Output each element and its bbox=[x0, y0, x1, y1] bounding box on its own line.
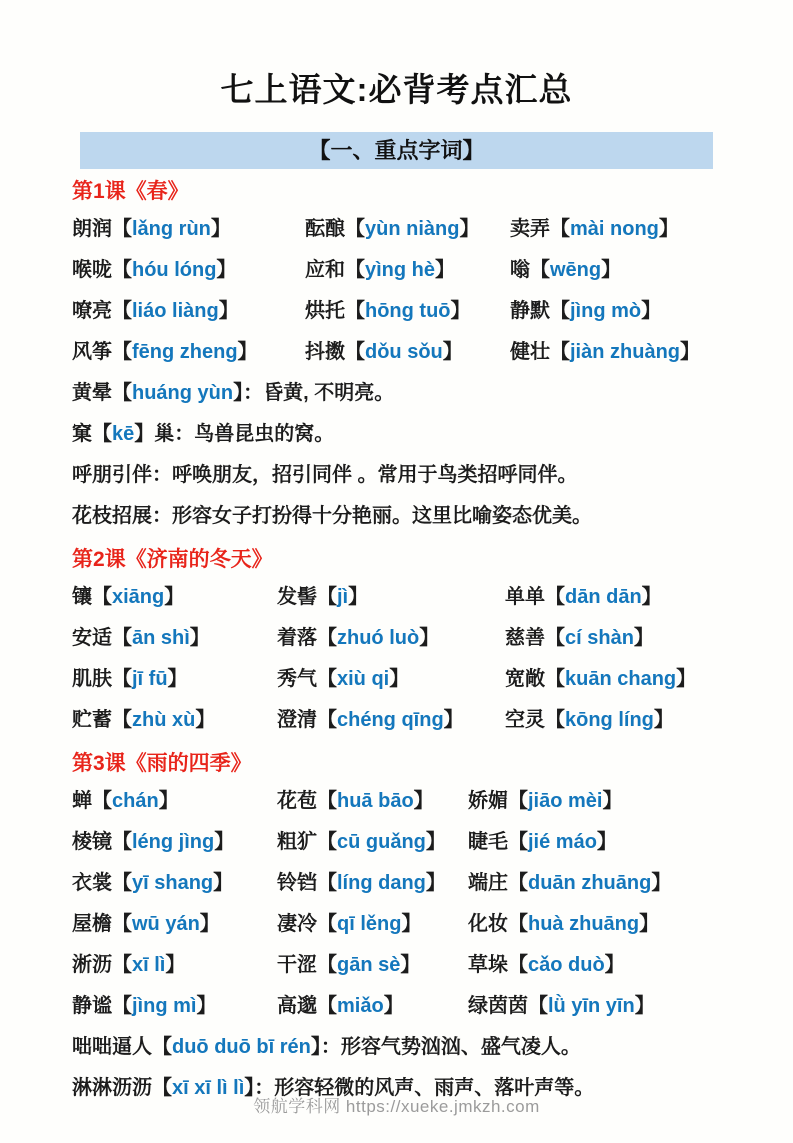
vocab-entry bbox=[468, 863, 763, 904]
pinyin-text: gān sè bbox=[337, 954, 401, 977]
open-bracket: 【 bbox=[317, 790, 337, 813]
pinyin-text: yī shang bbox=[132, 872, 214, 895]
close-bracket: 】 bbox=[602, 790, 623, 813]
pinyin-text: líng dang bbox=[337, 872, 426, 895]
close-bracket: 】 bbox=[634, 995, 655, 1018]
close-bracket: 】 bbox=[233, 382, 244, 405]
open-bracket: 【 bbox=[112, 300, 132, 323]
vocab-word: 发髻 bbox=[277, 586, 317, 609]
close-bracket: 】 bbox=[400, 954, 421, 977]
open-bracket: 【 bbox=[545, 586, 565, 609]
open-bracket: 【 bbox=[112, 831, 132, 854]
vocab-word: 秀气 bbox=[277, 668, 317, 691]
vocab-word: 端庄 bbox=[468, 872, 508, 895]
vocab-entry bbox=[72, 700, 277, 741]
open-bracket: 【 bbox=[112, 954, 132, 977]
open-bracket: 【 bbox=[112, 341, 132, 364]
pinyin-text: zhuó luò bbox=[337, 627, 420, 650]
vocab-word: 淅沥 bbox=[72, 954, 112, 977]
vocab-grid bbox=[72, 209, 763, 373]
vocab-word: 宽敞 bbox=[505, 668, 545, 691]
close-bracket: 】 bbox=[419, 627, 440, 650]
pinyin-text: dǒu sǒu bbox=[365, 341, 443, 364]
vocab-word: 花枝招展：形容女子打扮得十分艳丽。这里比喻姿态优美。 bbox=[72, 505, 592, 528]
close-bracket: 】 bbox=[383, 995, 404, 1018]
close-bracket: 】 bbox=[658, 218, 679, 241]
vocab-entry bbox=[72, 904, 277, 945]
pinyin-text: jìng mì bbox=[132, 995, 197, 1018]
vocab-word: 铃铛 bbox=[277, 872, 317, 895]
pinyin-text: liáo liàng bbox=[132, 300, 219, 323]
vocab-word: 慈善 bbox=[505, 627, 545, 650]
vocab-entry bbox=[505, 700, 763, 741]
vocab-word: 凄冷 bbox=[277, 913, 317, 936]
open-bracket: 【 bbox=[317, 831, 337, 854]
vocab-entry bbox=[72, 209, 305, 250]
pinyin-text: cū guǎng bbox=[337, 831, 426, 854]
open-bracket: 【 bbox=[92, 423, 112, 446]
close-bracket: 】 bbox=[310, 1036, 321, 1059]
open-bracket: 【 bbox=[317, 872, 337, 895]
close-bracket: 】 bbox=[641, 300, 662, 323]
pinyin-text: xiāng bbox=[112, 586, 165, 609]
vocab-entry bbox=[72, 863, 277, 904]
pinyin-text: huáng yùn bbox=[132, 382, 234, 405]
section-banner: 【一、重点字词】 bbox=[80, 132, 713, 169]
open-bracket: 【 bbox=[112, 627, 132, 650]
pinyin-text: qī lěng bbox=[337, 913, 402, 936]
vocab-entry bbox=[72, 659, 277, 700]
pinyin-text: kōng líng bbox=[565, 709, 654, 732]
pinyin-text: jié máo bbox=[528, 831, 597, 854]
close-bracket: 】 bbox=[601, 259, 622, 282]
open-bracket: 【 bbox=[508, 872, 528, 895]
vocab-entry bbox=[468, 945, 763, 986]
pinyin-text: huā bāo bbox=[337, 790, 414, 813]
vocab-entry bbox=[72, 945, 277, 986]
close-bracket: 】 bbox=[639, 913, 660, 936]
pinyin-text: cí shàn bbox=[565, 627, 634, 650]
close-bracket: 】 bbox=[210, 218, 231, 241]
vocab-word: 干涩 bbox=[277, 954, 317, 977]
vocab-entry bbox=[305, 250, 510, 291]
vocab-word: 草垛 bbox=[468, 954, 508, 977]
vocab-word: 健壮 bbox=[510, 341, 550, 364]
sections bbox=[0, 175, 793, 1109]
close-bracket: 】 bbox=[435, 259, 456, 282]
open-bracket: 【 bbox=[112, 259, 132, 282]
close-bracket: 】 bbox=[167, 668, 188, 691]
close-bracket: 】 bbox=[596, 831, 617, 854]
open-bracket: 【 bbox=[508, 790, 528, 813]
pinyin-text: chéng qīng bbox=[337, 709, 444, 732]
vocab-word: 镶 bbox=[72, 586, 92, 609]
pinyin-text: dān dān bbox=[565, 586, 642, 609]
vocab-entry bbox=[72, 822, 277, 863]
vocab-word: 化妆 bbox=[468, 913, 508, 936]
open-bracket: 【 bbox=[545, 709, 565, 732]
open-bracket: 【 bbox=[112, 913, 132, 936]
open-bracket: 【 bbox=[545, 627, 565, 650]
vocab-entry bbox=[277, 700, 505, 741]
vocab-word: 着落 bbox=[277, 627, 317, 650]
close-bracket: 】 bbox=[401, 913, 422, 936]
close-bracket: 】 bbox=[413, 790, 434, 813]
open-bracket: 【 bbox=[112, 668, 132, 691]
close-bracket: 】 bbox=[214, 831, 235, 854]
watermark-footer: 领航学科网 https://xueke.jmkzh.com bbox=[253, 1097, 540, 1117]
vocab-entry bbox=[505, 659, 763, 700]
close-bracket: 】 bbox=[450, 300, 471, 323]
open-bracket: 【 bbox=[508, 954, 528, 977]
pinyin-text: léng jìng bbox=[132, 831, 215, 854]
close-bracket: 】 bbox=[442, 341, 463, 364]
open-bracket: 【 bbox=[317, 954, 337, 977]
close-bracket: 】 bbox=[653, 709, 674, 732]
close-bracket: 】 bbox=[604, 954, 625, 977]
open-bracket: 【 bbox=[317, 627, 337, 650]
close-bracket: 】 bbox=[158, 790, 179, 813]
pinyin-text: hōng tuō bbox=[365, 300, 451, 323]
vocab-entry bbox=[72, 250, 305, 291]
open-bracket: 【 bbox=[317, 668, 337, 691]
vocab-entry bbox=[277, 618, 505, 659]
pinyin-text: huà zhuāng bbox=[528, 913, 640, 936]
definition-line bbox=[72, 1027, 773, 1068]
lesson-heading: 第2课《济南的冬天》 bbox=[72, 548, 273, 572]
definition-text: ：形容气势汹汹、盛气凌人。 bbox=[320, 1036, 581, 1059]
vocab-word: 蝉 bbox=[72, 790, 92, 813]
vocab-word: 静谧 bbox=[72, 995, 112, 1018]
definition-text: ：形容轻微的风声、雨声、落叶声等。 bbox=[254, 1077, 595, 1100]
close-bracket: 】 bbox=[633, 627, 654, 650]
close-bracket: 】 bbox=[641, 586, 662, 609]
vocab-word: 抖擞 bbox=[305, 341, 345, 364]
pinyin-text: zhù xù bbox=[132, 709, 196, 732]
vocab-entry bbox=[277, 863, 468, 904]
pinyin-text: wū yán bbox=[132, 913, 200, 936]
vocab-entry bbox=[305, 209, 510, 250]
pinyin-text: jiàn zhuàng bbox=[570, 341, 680, 364]
vocab-entry bbox=[510, 209, 763, 250]
vocab-word: 单单 bbox=[505, 586, 545, 609]
vocab-word: 绿茵茵 bbox=[468, 995, 528, 1018]
definition-line bbox=[72, 414, 773, 455]
vocab-entry bbox=[277, 945, 468, 986]
page-title: 七上语文:必背考点汇总 bbox=[220, 71, 573, 109]
vocab-entry bbox=[72, 291, 305, 332]
vocab-word: 屋檐 bbox=[72, 913, 112, 936]
vocab-entry bbox=[277, 781, 468, 822]
definition-line bbox=[72, 496, 773, 537]
vocab-word: 嘹亮 bbox=[72, 300, 112, 323]
open-bracket: 【 bbox=[112, 218, 132, 241]
vocab-word: 烘托 bbox=[305, 300, 345, 323]
vocab-entry bbox=[72, 332, 305, 373]
open-bracket: 【 bbox=[317, 913, 337, 936]
close-bracket: 】 bbox=[165, 954, 186, 977]
vocab-word: 粗犷 bbox=[277, 831, 317, 854]
close-bracket: 】 bbox=[244, 1077, 255, 1100]
vocab-grid bbox=[72, 577, 763, 741]
open-bracket: 【 bbox=[345, 341, 365, 364]
pinyin-text: kē bbox=[112, 423, 135, 446]
definition-line bbox=[72, 455, 773, 496]
open-bracket: 【 bbox=[112, 709, 132, 732]
vocab-entry bbox=[72, 577, 277, 618]
vocab-entry bbox=[468, 904, 763, 945]
vocab-entry bbox=[277, 822, 468, 863]
pinyin-text: cǎo duò bbox=[528, 954, 605, 977]
definition-text: 巢：鸟兽昆虫的窝。 bbox=[154, 423, 335, 446]
open-bracket: 【 bbox=[345, 218, 365, 241]
open-bracket: 【 bbox=[508, 913, 528, 936]
vocab-entry bbox=[468, 822, 763, 863]
close-bracket: 】 bbox=[459, 218, 480, 241]
vocab-entry bbox=[277, 986, 468, 1027]
vocab-word: 澄清 bbox=[277, 709, 317, 732]
vocab-word: 肌肤 bbox=[72, 668, 112, 691]
open-bracket: 【 bbox=[92, 790, 112, 813]
pinyin-text: jìng mò bbox=[570, 300, 642, 323]
vocab-word: 呼朋引伴：呼唤朋友，招引同伴 。常用于鸟类招呼同伴。 bbox=[72, 464, 578, 487]
pinyin-text: xī lì bbox=[132, 954, 166, 977]
close-bracket: 】 bbox=[680, 341, 700, 364]
close-bracket: 】 bbox=[213, 872, 234, 895]
lesson-heading: 第1课《春》 bbox=[72, 180, 189, 204]
vocab-word: 空灵 bbox=[505, 709, 545, 732]
pinyin-text: xī xī lì lì bbox=[172, 1077, 245, 1100]
pinyin-text: mài nong bbox=[570, 218, 659, 241]
vocab-word: 花苞 bbox=[277, 790, 317, 813]
vocab-word: 卖弄 bbox=[510, 218, 550, 241]
vocab-word: 安适 bbox=[72, 627, 112, 650]
vocab-word: 咄咄逼人 bbox=[72, 1036, 152, 1059]
open-bracket: 【 bbox=[152, 1036, 172, 1059]
pinyin-text: xiù qi bbox=[337, 668, 390, 691]
vocab-entry bbox=[72, 618, 277, 659]
close-bracket: 】 bbox=[199, 913, 220, 936]
open-bracket: 【 bbox=[152, 1077, 172, 1100]
close-bracket: 】 bbox=[237, 341, 258, 364]
open-bracket: 【 bbox=[508, 831, 528, 854]
vocab-word: 衣裳 bbox=[72, 872, 112, 895]
close-bracket: 】 bbox=[676, 668, 697, 691]
lesson-heading: 第3课《雨的四季》 bbox=[72, 752, 252, 776]
close-bracket: 】 bbox=[443, 709, 464, 732]
close-bracket: 】 bbox=[389, 668, 410, 691]
definition-text: ：昏黄, 不明亮。 bbox=[243, 382, 395, 405]
pinyin-text: lǎng rùn bbox=[132, 218, 211, 241]
open-bracket: 【 bbox=[92, 586, 112, 609]
lesson-section bbox=[0, 747, 793, 1109]
vocab-entry bbox=[277, 904, 468, 945]
vocab-entry bbox=[277, 659, 505, 700]
vocab-word: 酝酿 bbox=[305, 218, 345, 241]
lesson-section bbox=[0, 543, 793, 741]
pinyin-text: hóu lóng bbox=[132, 259, 217, 282]
document-page bbox=[0, 22, 793, 1143]
vocab-word: 风筝 bbox=[72, 341, 112, 364]
vocab-word: 贮蓄 bbox=[72, 709, 112, 732]
pinyin-text: ān shì bbox=[132, 627, 190, 650]
open-bracket: 【 bbox=[345, 259, 365, 282]
open-bracket: 【 bbox=[112, 382, 132, 405]
vocab-word: 朗润 bbox=[72, 218, 112, 241]
vocab-word: 棱镜 bbox=[72, 831, 112, 854]
pinyin-text: jì bbox=[337, 586, 349, 609]
open-bracket: 【 bbox=[550, 341, 570, 364]
open-bracket: 【 bbox=[317, 995, 337, 1018]
open-bracket: 【 bbox=[112, 872, 132, 895]
vocab-entry bbox=[305, 332, 510, 373]
vocab-entry bbox=[505, 577, 763, 618]
pinyin-text: lǜ yīn yīn bbox=[548, 995, 635, 1018]
pinyin-text: yùn niàng bbox=[365, 218, 460, 241]
open-bracket: 【 bbox=[545, 668, 565, 691]
open-bracket: 【 bbox=[550, 300, 570, 323]
close-bracket: 】 bbox=[195, 709, 216, 732]
open-bracket: 【 bbox=[345, 300, 365, 323]
open-bracket: 【 bbox=[528, 995, 548, 1018]
vocab-entry bbox=[72, 781, 277, 822]
pinyin-text: jī fū bbox=[132, 668, 168, 691]
close-bracket: 】 bbox=[164, 586, 185, 609]
close-bracket: 】 bbox=[134, 423, 155, 446]
vocab-entry bbox=[505, 618, 763, 659]
pinyin-text: duān zhuāng bbox=[528, 872, 652, 895]
close-bracket: 】 bbox=[425, 872, 446, 895]
open-bracket: 【 bbox=[317, 709, 337, 732]
pinyin-text: jiāo mèi bbox=[528, 790, 603, 813]
pinyin-text: duō duō bī rén bbox=[172, 1036, 311, 1059]
pinyin-text: kuān chang bbox=[565, 668, 677, 691]
definition-line bbox=[72, 373, 773, 414]
vocab-entry bbox=[510, 291, 763, 332]
vocab-entry bbox=[468, 986, 763, 1027]
vocab-entry bbox=[72, 986, 277, 1027]
close-bracket: 】 bbox=[196, 995, 217, 1018]
vocab-entry bbox=[510, 332, 763, 373]
open-bracket: 【 bbox=[530, 259, 550, 282]
vocab-word: 喉咙 bbox=[72, 259, 112, 282]
pinyin-text: chán bbox=[112, 790, 159, 813]
vocab-word: 淋淋沥沥 bbox=[72, 1077, 152, 1100]
vocab-entry bbox=[277, 577, 505, 618]
vocab-word: 应和 bbox=[305, 259, 345, 282]
vocab-word: 嗡 bbox=[510, 259, 530, 282]
vocab-word: 窠 bbox=[72, 423, 92, 446]
lesson-section bbox=[0, 175, 793, 537]
pinyin-text: yìng hè bbox=[365, 259, 436, 282]
vocab-entry bbox=[305, 291, 510, 332]
vocab-entry bbox=[510, 250, 763, 291]
pinyin-text: wēng bbox=[550, 259, 602, 282]
close-bracket: 】 bbox=[218, 300, 239, 323]
open-bracket: 【 bbox=[550, 218, 570, 241]
open-bracket: 【 bbox=[317, 586, 337, 609]
vocab-word: 黄晕 bbox=[72, 382, 112, 405]
pinyin-text: miǎo bbox=[337, 995, 384, 1018]
vocab-entry bbox=[468, 781, 763, 822]
open-bracket: 【 bbox=[112, 995, 132, 1018]
pinyin-text: fēng zheng bbox=[132, 341, 238, 364]
close-bracket: 】 bbox=[189, 627, 210, 650]
vocab-word: 静默 bbox=[510, 300, 550, 323]
close-bracket: 】 bbox=[651, 872, 672, 895]
vocab-word: 高邈 bbox=[277, 995, 317, 1018]
close-bracket: 】 bbox=[425, 831, 446, 854]
vocab-word: 睫毛 bbox=[468, 831, 508, 854]
close-bracket: 】 bbox=[216, 259, 237, 282]
vocab-word: 娇媚 bbox=[468, 790, 508, 813]
close-bracket: 】 bbox=[348, 586, 369, 609]
vocab-grid bbox=[72, 781, 763, 1027]
